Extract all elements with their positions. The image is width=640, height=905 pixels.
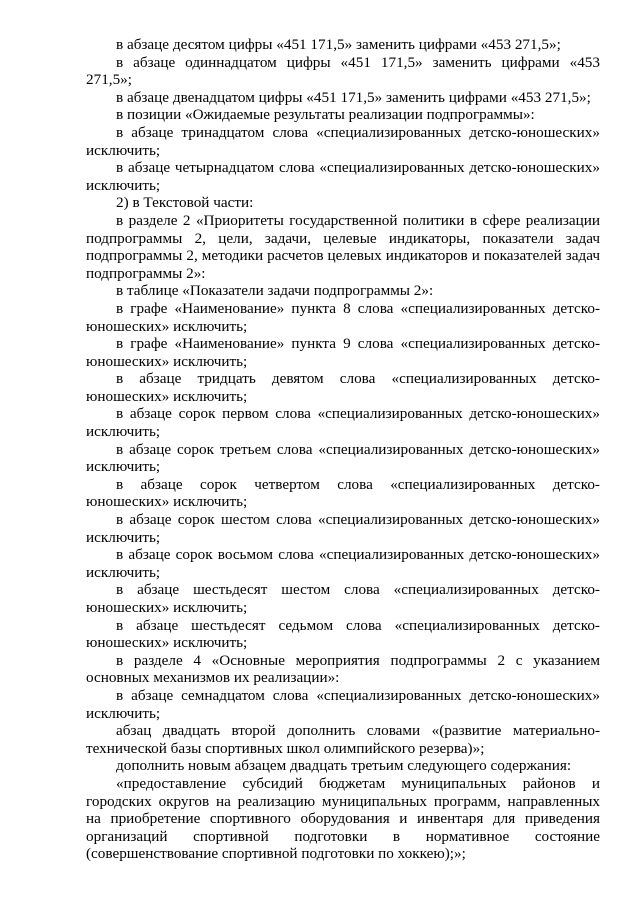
paragraph: абзац двадцать второй дополнить словами «(развитие материально-технической базы спортивных школ олимпийского резерва)»; <box>86 722 600 757</box>
paragraph: в абзаце двенадцатом цифры «451 171,5» заменить цифрами «453 271,5»; <box>116 88 591 106</box>
paragraph: в абзаце тринадцатом слова «специализированных детско-юношеских» исключить; <box>86 123 600 159</box>
paragraph: в абзаце десятом цифры «451 171,5» заменить цифрами «453 271,5»; <box>116 36 561 53</box>
paragraph: в абзаце тридцать девятом слова «специализированных детско-юношеских» исключить; <box>86 370 600 405</box>
paragraph: в абзаце шестьдесят шестом слова «специализированных детско-юношеских» исключить; <box>86 581 600 616</box>
paragraph: в таблице «Показатели задачи подпрограммы 2»: <box>116 282 434 300</box>
paragraph: в графе «Наименование» пункта 8 слова «специализированных детско-юношеских» исключить; <box>86 299 600 335</box>
paragraph: в позиции «Ожидаемые результаты реализации подпрограммы»: <box>116 106 535 124</box>
paragraph: «предоставление субсидий бюджетам муниципальных районов и городских округов на реализацию муниципальных программ, направленных на приобретение спортивного оборудования и инвентаря для приведения организаций спортивной подготовки в нормативное состояние (совершенствование спортивной подготовки по хоккею);»; <box>86 774 600 863</box>
paragraph: в абзаце сорок первом слова «специализированных детско-юношеских» исключить; <box>86 405 600 441</box>
paragraph: в абзаце шестьдесят седьмом слова «специализированных детско-юношеских» исключить; <box>86 616 600 652</box>
paragraph: в абзаце четырнадцатом слова «специализированных детско-юношеских» исключить; <box>86 159 600 194</box>
paragraph: в абзаце сорок третьем слова «специализированных детско-юношеских» исключить; <box>86 440 600 476</box>
paragraph: 2) в Текстовой части: <box>116 194 254 212</box>
paragraph: в абзаце семнадцатом слова «специализированных детско-юношеских» исключить; <box>86 686 600 722</box>
paragraph: дополнить новым абзацем двадцать третьим следующего содержания: <box>116 757 572 775</box>
paragraph: в разделе 4 «Основные мероприятия подпрограммы 2 с указанием основных механизмов их реализации»: <box>86 651 600 687</box>
paragraph: в абзаце сорок четвертом слова «специализированных детско-юношеских» исключить; <box>86 475 600 511</box>
paragraph: в графе «Наименование» пункта 9 слова «специализированных детско-юношеских» исключить; <box>86 335 600 370</box>
paragraph: в разделе 2 «Приоритеты государственной политики в сфере реализации подпрограммы 2, цели, задачи, целевые индикаторы, показатели задач подпрограммы 2, методики расчетов целевых индикаторов и показателей задач подпрограммы 2»: <box>86 211 600 282</box>
paragraph: в абзаце одиннадцатом цифры «451 171,5» заменить цифрами «453 271,5»; <box>86 53 600 89</box>
paragraph: в абзаце сорок восьмом слова «специализированных детско-юношеских» исключить; <box>86 546 600 581</box>
paragraph: в абзаце сорок шестом слова «специализированных детско-юношеских» исключить; <box>86 511 600 546</box>
